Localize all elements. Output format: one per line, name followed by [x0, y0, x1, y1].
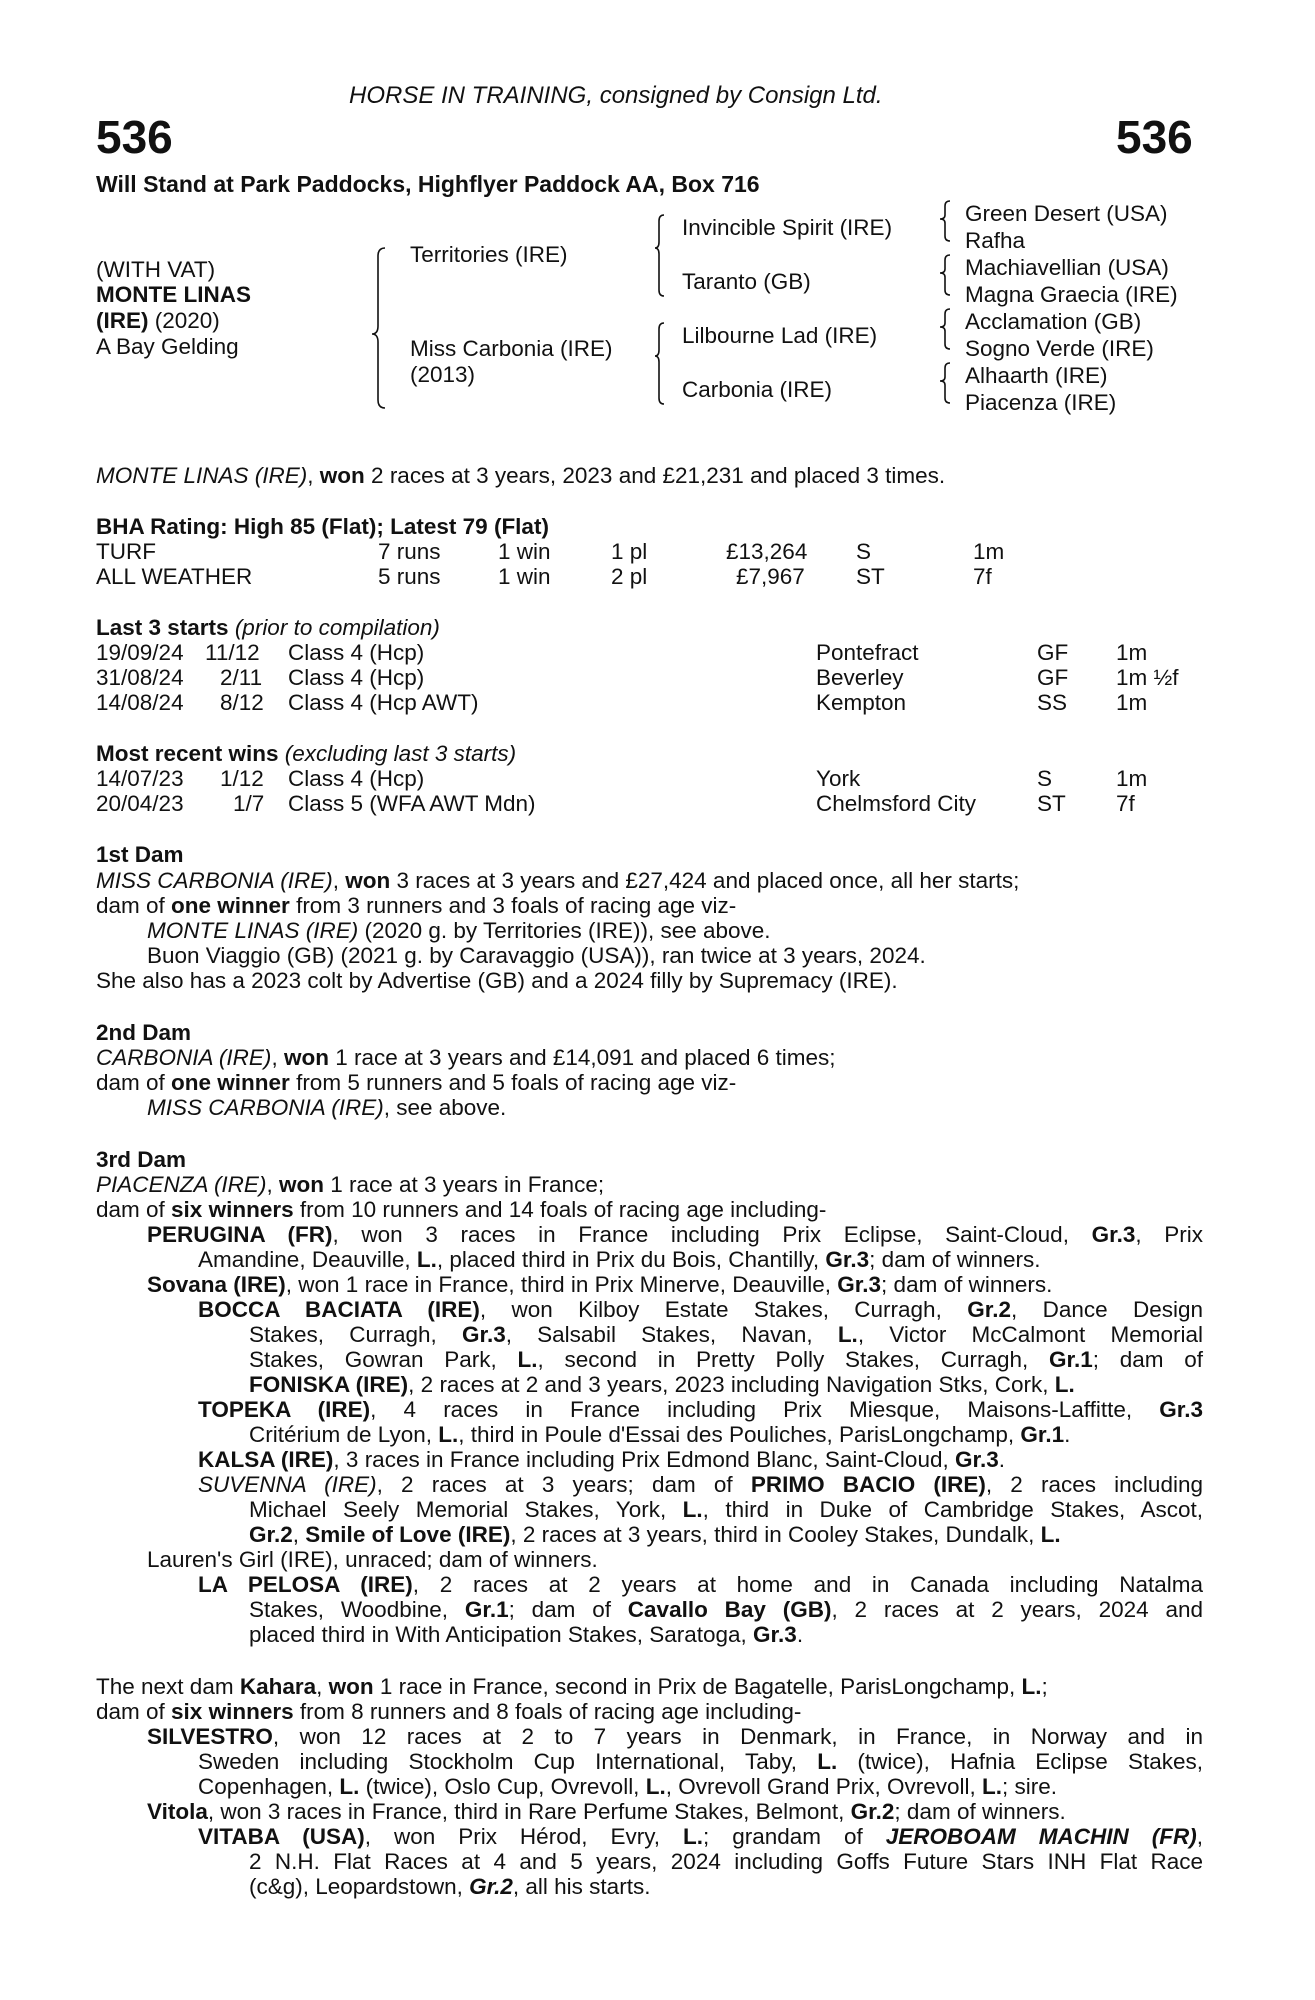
start-distance: 1m ½f: [1116, 665, 1179, 690]
ped-sss: Green Desert (USA): [965, 201, 1168, 226]
ped-sds: Machiavellian (USA): [965, 255, 1169, 280]
start-course: Beverley: [816, 665, 904, 690]
catalogue-header: HORSE IN TRAINING, consigned by Consign Ltd.: [349, 82, 883, 109]
horse-year: (2020): [148, 308, 220, 333]
silvestro-line-3: Copenhagen, L. (twice), Oslo Cup, Ovrevoll, L., Ovrevoll Grand Prix, Ovrevoll, L.; sire.: [198, 1774, 1058, 1799]
la-pelosa-line-1: LA PELOSA (IRE), 2 races at 2 years at home and in Canada including Natalma: [198, 1572, 1204, 1597]
start-date: 19/09/24: [96, 640, 184, 665]
vat-note: (WITH VAT): [96, 257, 216, 282]
start-going: GF: [1037, 640, 1069, 665]
brace-ds: [940, 309, 950, 349]
win-class: Class 4 (Hcp): [288, 766, 425, 791]
rating-turf-runs: 7 runs: [378, 539, 441, 564]
rating-aw-label: ALL WEATHER: [96, 564, 253, 589]
third-dam-line-1: PIACENZA (IRE), won 1 race at 3 years in France;: [96, 1172, 605, 1197]
win-distance: 7f: [1116, 791, 1135, 816]
sovana-line: Sovana (IRE), won 1 race in France, third in Prix Minerve, Deauville, Gr.3; dam of winners.: [147, 1272, 1053, 1297]
vitaba-line-1: VITABA (USA), won Prix Hérod, Evry, L.; grandam of JEROBOAM MACHIN (FR),: [198, 1824, 1203, 1849]
ped-ddd: Piacenza (IRE): [965, 390, 1117, 415]
topeka-line-1: TOPEKA (IRE), 4 races in France including Prix Miesque, Maisons-Laffitte, Gr.3: [198, 1397, 1204, 1422]
start-class: Class 4 (Hcp): [288, 665, 425, 690]
rating-aw-prize: £7,967: [736, 564, 805, 589]
second-dam-progeny: MISS CARBONIA (IRE), see above.: [147, 1095, 507, 1120]
silvestro-line-1: SILVESTRO, won 12 races at 2 to 7 years in Denmark, in France, in Norway and in: [147, 1724, 1203, 1749]
horse-origin: (IRE): [96, 308, 149, 333]
sire-dam: Taranto (GB): [682, 269, 811, 294]
ped-dss: Acclamation (GB): [965, 309, 1142, 334]
vitola-line: Vitola, won 3 races in France, third in Rare Perfume Stakes, Belmont, Gr.2; dam of winners.: [147, 1799, 1066, 1824]
start-going: GF: [1037, 665, 1069, 690]
perugina-line-1: PERUGINA (FR), won 3 races in France including Prix Eclipse, Saint-Cloud, Gr.3, Prix: [147, 1222, 1203, 1247]
summary-horse: MONTE LINAS (IRE): [96, 463, 308, 488]
sire-sire: Invincible Spirit (IRE): [682, 215, 893, 240]
second-dam-heading: 2nd Dam: [96, 1020, 192, 1045]
win-class: Class 5 (WFA AWT Mdn): [288, 791, 536, 816]
brace-sd: [940, 255, 950, 295]
ped-dds: Alhaarth (IRE): [965, 363, 1108, 388]
rating-turf-prize: £13,264: [726, 539, 808, 564]
brace-dd: [940, 363, 950, 403]
race-summary: MONTE LINAS (IRE), won 2 races at 3 years, 2023 and £21,231 and placed 3 times.: [96, 463, 946, 488]
la-pelosa-line-3: placed third in With Anticipation Stakes, Saratoga, Gr.3.: [249, 1622, 804, 1647]
win-course: York: [816, 766, 861, 791]
lot-number-right: 536: [1116, 111, 1193, 163]
start-class: Class 4 (Hcp): [288, 640, 425, 665]
vitaba-line-3: (c&g), Leopardstown, Gr.2, all his starts.: [249, 1874, 651, 1899]
third-dam-heading: 3rd Dam: [96, 1147, 187, 1172]
perugina-line-2: Amandine, Deauville, L., placed third in Prix du Bois, Chantilly, Gr.3; dam of winners.: [198, 1247, 1041, 1272]
second-dam-line-2: dam of one winner from 5 runners and 5 foals of racing age viz-: [96, 1070, 737, 1095]
rating-turf-going: S: [856, 539, 872, 564]
start-course: Pontefract: [816, 640, 919, 665]
win-date: 14/07/23: [96, 766, 184, 791]
suvenna-line-1: SUVENNA (IRE), 2 races at 3 years; dam of PRIMO BACIO (IRE), 2 races including: [198, 1472, 1203, 1497]
bocca-line-1: BOCCA BACIATA (IRE), won Kilboy Estate Stakes, Curragh, Gr.2, Dance Design: [198, 1297, 1203, 1322]
silvestro-line-2: Sweden including Stockholm Cup International, Taby, L. (twice), Hafnia Eclipse Stakes,: [198, 1749, 1203, 1774]
rating-aw-wins: 1 win: [498, 564, 551, 589]
vitaba-line-2: 2 N.H. Flat Races at 4 and 5 years, 2024 including Goffs Future Stars INH Flat Race: [249, 1849, 1203, 1874]
dam-dam: Carbonia (IRE): [682, 377, 833, 402]
next-dam-line-2: dam of six winners from 8 runners and 8 foals of racing age including-: [96, 1699, 802, 1724]
rating-turf-label: TURF: [96, 539, 156, 564]
rating-aw-runs: 5 runs: [378, 564, 441, 589]
start-class: Class 4 (Hcp AWT): [288, 690, 479, 715]
first-dam-also: She also has a 2023 colt by Advertise (GB) and a 2024 filly by Supremacy (IRE).: [96, 968, 898, 993]
start-position: 2/11: [220, 665, 263, 690]
kalsa-line: KALSA (IRE), 3 races in France including Prix Edmond Blanc, Saint-Cloud, Gr.3.: [198, 1447, 1006, 1472]
rating-turf-placed: 1 pl: [611, 539, 648, 564]
start-position: 8/12: [220, 690, 264, 715]
suvenna-line-2: Michael Seely Memorial Stakes, York, L., third in Duke of Cambridge Stakes, Ascot,: [249, 1497, 1203, 1522]
bocca-line-2: Stakes, Curragh, Gr.3, Salsabil Stakes, Navan, L., Victor McCalmont Memorial: [249, 1322, 1203, 1347]
rating-turf-wins: 1 win: [498, 539, 551, 564]
start-position: 11/12: [205, 640, 260, 665]
laurens-girl-line: Lauren's Girl (IRE), unraced; dam of winners.: [147, 1547, 598, 1572]
bocca-line-4: FONISKA (IRE), 2 races at 2 and 3 years, 2023 including Navigation Stks, Cork, L.: [249, 1372, 1075, 1397]
rating-aw-going: ST: [856, 564, 885, 589]
start-distance: 1m: [1116, 690, 1148, 715]
lot-number-left: 536: [96, 111, 173, 163]
win-distance: 1m: [1116, 766, 1148, 791]
dam: Miss Carbonia (IRE): [410, 336, 613, 361]
win-course: Chelmsford City: [816, 791, 977, 816]
sire-dam-brace: [372, 248, 385, 408]
stand-location: Will Stand at Park Paddocks, Highflyer Paddock AA, Box 716: [96, 171, 760, 197]
first-dam-line-1: MISS CARBONIA (IRE), won 3 races at 3 years and £27,424 and placed once, all her starts;: [96, 868, 1020, 893]
suvenna-line-3: Gr.2, Smile of Love (IRE), 2 races at 3 years, third in Cooley Stakes, Dundalk, L.: [249, 1522, 1061, 1547]
first-dam-progeny-2: Buon Viaggio (GB) (2021 g. by Caravaggio (USA)), ran twice at 3 years, 2024.: [147, 943, 926, 968]
second-dam-line-1: CARBONIA (IRE), won 1 race at 3 years and £14,091 and placed 6 times;: [96, 1045, 836, 1070]
horse-description: A Bay Gelding: [96, 334, 239, 359]
win-position: 1/7: [233, 791, 265, 816]
ped-ssd: Rafha: [965, 228, 1026, 253]
dam-year: (2013): [410, 362, 476, 387]
start-distance: 1m: [1116, 640, 1148, 665]
first-dam-heading: 1st Dam: [96, 842, 184, 867]
win-position: 1/12: [220, 766, 264, 791]
next-dam-line-1: The next dam Kahara, won 1 race in France, second in Prix de Bagatelle, ParisLongchamp, L.;: [96, 1674, 1048, 1699]
last-starts-heading: Last 3 starts (prior to compilation): [96, 615, 440, 640]
horse-name: MONTE LINAS: [96, 282, 251, 307]
brace-ss: [940, 201, 950, 241]
win-going: ST: [1037, 791, 1066, 816]
bocca-line-3: Stakes, Gowran Park, L., second in Pretty Polly Stakes, Curragh, Gr.1; dam of: [249, 1347, 1203, 1372]
bha-rating: BHA Rating: High 85 (Flat); Latest 79 (Flat): [96, 514, 549, 539]
dam-sire: Lilbourne Lad (IRE): [682, 323, 878, 348]
ped-sdd: Magna Graecia (IRE): [965, 282, 1178, 307]
recent-wins-heading: Most recent wins (excluding last 3 starts): [96, 741, 517, 766]
win-going: S: [1037, 766, 1053, 791]
third-dam-line-2: dam of six winners from 10 runners and 14 foals of racing age including-: [96, 1197, 827, 1222]
la-pelosa-line-2: Stakes, Woodbine, Gr.1; dam of Cavallo Bay (GB), 2 races at 2 years, 2024 and: [249, 1597, 1203, 1622]
first-dam-line-2: dam of one winner from 3 runners and 3 foals of racing age viz-: [96, 893, 737, 918]
rating-aw-dist: 7f: [973, 564, 992, 589]
first-dam-progeny-1: MONTE LINAS (IRE) (2020 g. by Territories (IRE)), see above.: [147, 918, 771, 943]
sire-line-brace: [655, 215, 664, 296]
dam-line-brace: [655, 323, 664, 404]
topeka-line-2: Critérium de Lyon, L., third in Poule d'Essai des Pouliches, ParisLongchamp, Gr.1.: [249, 1422, 1071, 1447]
rating-turf-dist: 1m: [973, 539, 1005, 564]
sire: Territories (IRE): [410, 242, 568, 267]
start-course: Kempton: [816, 690, 907, 715]
win-date: 20/04/23: [96, 791, 184, 816]
ped-dsd: Sogno Verde (IRE): [965, 336, 1154, 361]
start-date: 14/08/24: [96, 690, 184, 715]
start-date: 31/08/24: [96, 665, 184, 690]
start-going: SS: [1037, 690, 1068, 715]
rating-aw-placed: 2 pl: [611, 564, 648, 589]
